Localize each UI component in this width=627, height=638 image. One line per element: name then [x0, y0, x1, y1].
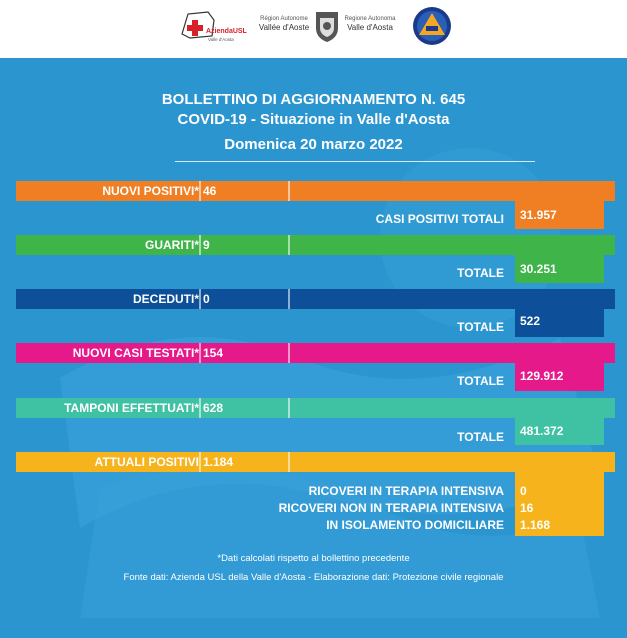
row-value-nuovi-casi-testati: 154 — [203, 346, 224, 360]
detail-label-isolamento: IN ISOLAMENTO DOMICILIARE — [326, 518, 504, 532]
row-label-attuali-positivi: ATTUALI POSITIVI — [94, 455, 199, 469]
row-total-value-tamponi-effettuati: 481.372 — [520, 424, 564, 438]
vda-logo-it — [344, 8, 396, 44]
row-label-deceduti: DECEDUTI* — [132, 292, 199, 306]
row-value-deceduti: 0 — [203, 292, 210, 306]
regional-seal-icon — [314, 8, 340, 44]
bar-separator — [288, 289, 290, 309]
row-value-tamponi-effettuati: 628 — [203, 401, 224, 415]
row-value-nuovi-positivi: 46 — [203, 184, 217, 198]
azienda-usl-logo — [178, 8, 246, 44]
detail-value-non-terapia-intensiva: 16 — [520, 501, 534, 515]
row-value-guariti: 9 — [203, 238, 210, 252]
row-value-attuali-positivi: 1.184 — [203, 455, 234, 469]
bar-separator — [288, 398, 290, 418]
vda-logo-it-name: Valle d'Aosta — [347, 23, 393, 32]
vda-logo-fr-top: Région Autonome — [260, 16, 308, 22]
footnote: *Dati calcolati rispetto al bollettino precedente — [217, 553, 410, 564]
row-total-label-deceduti: TOTALE — [457, 320, 504, 334]
vda-logo-fr — [258, 8, 310, 44]
row-label-guariti: GUARITI* — [145, 238, 199, 252]
bar-separator — [199, 343, 201, 363]
row-total-label-nuovi-positivi: CASI POSITIVI TOTALI — [375, 212, 504, 226]
row-total-value-deceduti: 522 — [520, 314, 541, 328]
row-total-value-nuovi-casi-testati: 129.912 — [520, 369, 564, 383]
row-drop-deceduti — [515, 289, 604, 337]
usl-logo-text: AziendaUSL — [206, 28, 247, 35]
detail-value-isolamento: 1.168 — [520, 518, 551, 532]
row-drop-nuovi-casi-testati — [515, 343, 604, 391]
row-total-value-guariti: 30.251 — [520, 262, 557, 276]
title-divider — [175, 161, 535, 162]
detail-label-terapia-intensiva: RICOVERI IN TERAPIA INTENSIVA — [308, 484, 504, 498]
vda-logo-fr-name: Vallée d'Aoste — [258, 23, 310, 32]
bulletin-date: Domenica 20 marzo 2022 — [224, 136, 403, 153]
bar-separator — [288, 181, 290, 201]
row-label-nuovi-casi-testati: NUOVI CASI TESTATI* — [72, 346, 199, 360]
bar-separator — [199, 235, 201, 255]
data-source: Fonte dati: Azienda USL della Valle d'Aosta - Elaborazione dati: Protezione civile regionale — [123, 572, 504, 583]
usl-logo-subtext: Valle d'Aosta — [208, 37, 234, 42]
vda-logo-it-top: Regione Autonoma — [344, 16, 396, 22]
detail-value-terapia-intensiva: 0 — [520, 484, 527, 498]
logo-header — [0, 0, 627, 58]
bar-separator — [288, 452, 290, 472]
row-label-nuovi-positivi: NUOVI POSITIVI* — [102, 184, 199, 198]
row-label-tamponi-effettuati: TAMPONI EFFETTUATI* — [64, 401, 199, 415]
row-total-label-guariti: TOTALE — [457, 266, 504, 280]
row-total-label-tamponi-effettuati: TOTALE — [457, 430, 504, 444]
bulletin-subtitle: COVID-19 - Situazione in Valle d'Aosta — [177, 111, 450, 128]
detail-label-non-terapia-intensiva: RICOVERI NON IN TERAPIA INTENSIVA — [278, 501, 504, 515]
bar-separator — [288, 235, 290, 255]
bar-separator — [199, 398, 201, 418]
bulletin-title: BOLLETTINO DI AGGIORNAMENTO N. 645 — [161, 91, 466, 108]
bar-separator — [288, 343, 290, 363]
row-total-value-nuovi-positivi: 31.957 — [520, 208, 557, 222]
civil-protection-icon — [412, 6, 452, 46]
bar-separator — [199, 181, 201, 201]
bar-separator — [199, 289, 201, 309]
row-total-label-nuovi-casi-testati: TOTALE — [457, 374, 504, 388]
bar-separator — [199, 452, 201, 472]
